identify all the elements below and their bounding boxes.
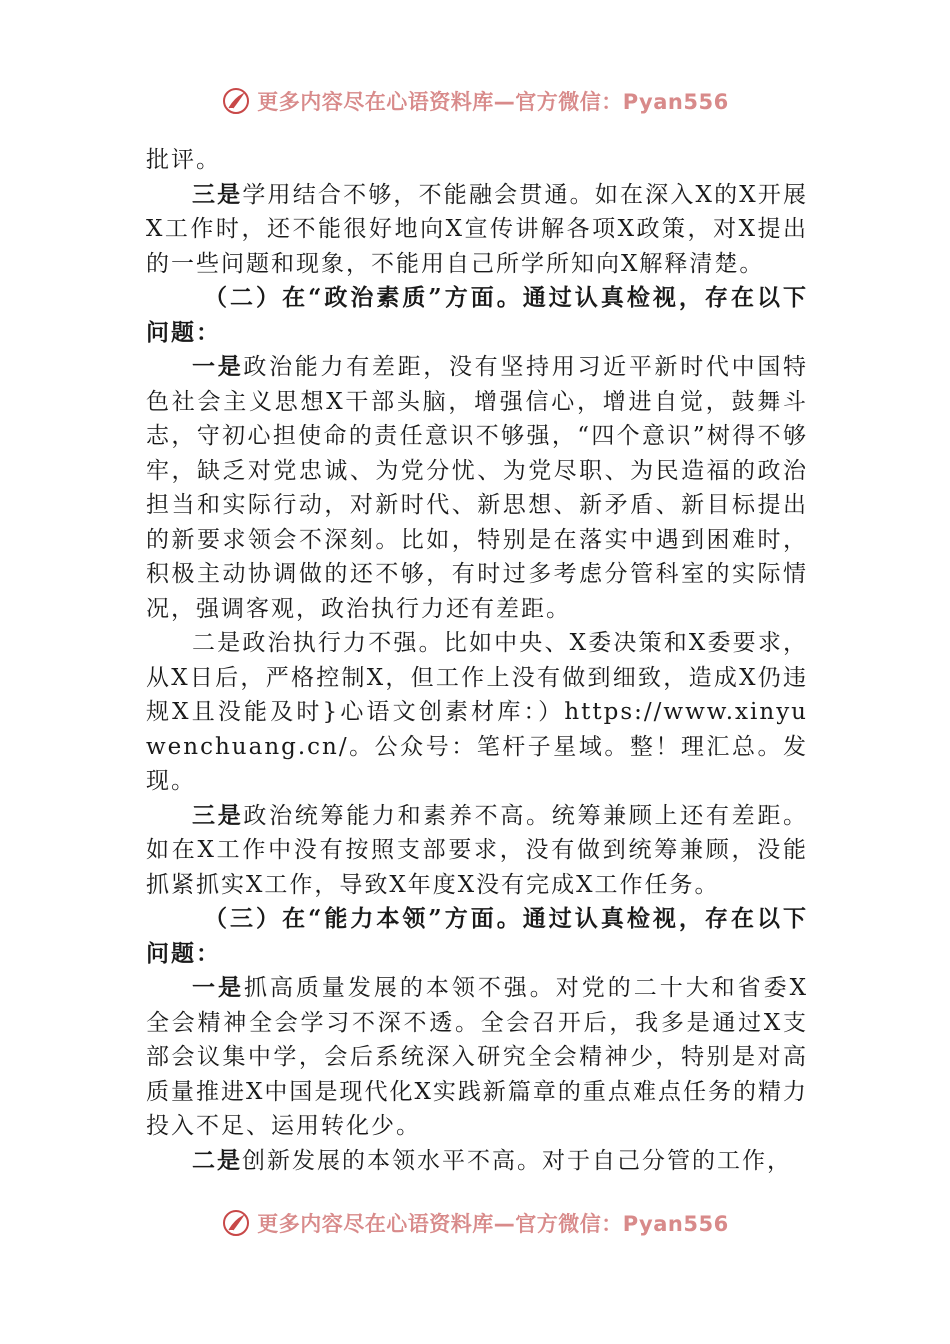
paragraph-lead: 一是: [192, 353, 244, 380]
paragraph-1: [146, 143, 808, 178]
quill-logo-icon: [221, 1208, 251, 1238]
paragraph-text: 二是政治执行力不强。比如中央、X委决策和X委要求，从X日后，严格控制X，但工作上没有做到细致，造成X仍违规X且没能及时}心语文创素材库：）https://www.xinyuwenchuang.cn/。公众号：笔杆子星域。整！理汇总。发现。: [146, 630, 808, 794]
section-heading-2: [146, 281, 808, 350]
paragraph-lead: 一是: [192, 974, 244, 1001]
watermark-header: [0, 86, 950, 116]
paragraph-text: 政治能力有差距，没有坚持用习近平新时代中国特色社会主义思想X干部头脑，增强信心，增进自觉，鼓舞斗志，守初心担使命的责任意识不够强，“四个意识”树得不够牢，缺乏对党忠诚、为党分忧、为党尽职、为民造福的政治担当和实际行动，对新时代、新思想、新矛盾、新目标提出的新要求领会不深刻。比如，特别是在落实中遇到困难时，积极主动协调做的还不够，有时过多考虑分管科室的实际情况，强调客观，政治执行力还有差距。: [146, 354, 809, 622]
section-heading-text: （三）在“能力本领”方面。通过认真检视，存在以下问题：: [146, 905, 808, 967]
paragraph-lead: 三是: [192, 801, 244, 829]
paragraph-text: 创新发展的本领水平不高。对于自己分管的工作，: [242, 1147, 792, 1174]
paragraph-9: [146, 1144, 808, 1179]
watermark-footer: [0, 1208, 950, 1238]
paragraph-8: [146, 971, 808, 1144]
paragraph-lead: 二是: [192, 1146, 242, 1174]
watermark-text: 更多内容尽在心语资料库—官方微信：Pyan556: [257, 1212, 729, 1236]
section-heading-text: （二）在“政治素质”方面。通过认真检视，存在以下问题：: [146, 284, 808, 346]
paragraph-text: 学用结合不够，不能融会贯通。如在深入X的X开展X工作时，还不能很好地向X宣传讲解各项X政策，对X提出的一些问题和现象，不能用自己所学所知向X解释清楚。: [146, 181, 809, 277]
quill-logo-icon: [221, 86, 251, 116]
paragraph-text: 抓高质量发展的本领不强。对党的二十大和省委X全会精神全会学习不深不透。全会召开后，我多是通过X支部会议集中学，会后系统深入研究全会精神少，特别是对高质量推进X中国是现代化X实践新篇章的重点难点任务的精力投入不足、运用转化少。: [146, 975, 809, 1139]
paragraph-lead: 三是: [192, 180, 243, 208]
paragraph-2: [146, 178, 808, 282]
paragraph-text: 批评。: [146, 147, 221, 173]
watermark-text: 更多内容尽在心语资料库—官方微信：Pyan556: [257, 90, 729, 114]
paragraph-5: [146, 626, 808, 799]
paragraph-4: [146, 350, 808, 626]
paragraph-6: [146, 799, 808, 903]
paragraph-text: 政治统筹能力和素养不高。统筹兼顾上还有差距。如在X工作中没有按照支部要求，没有做到统筹兼顾，没能抓紧抓实X工作，导致X年度X没有完成X工作任务。: [146, 802, 809, 898]
document-body: [146, 143, 808, 1178]
section-heading-3: [146, 902, 808, 971]
